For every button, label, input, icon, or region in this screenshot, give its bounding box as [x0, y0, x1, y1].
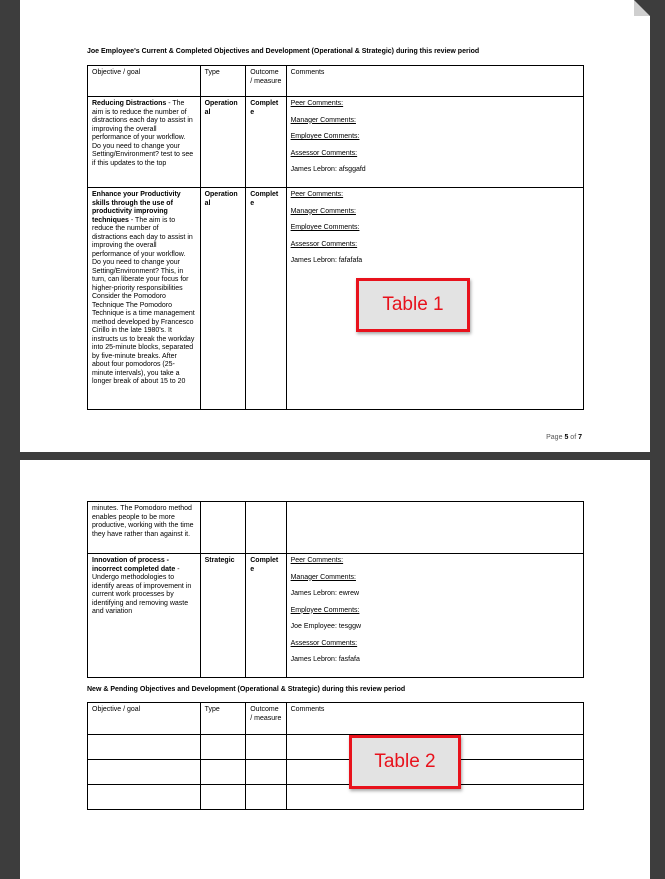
objective-title: Reducing Distractions — [92, 100, 167, 107]
employee-comments-label: Employee Comments: — [290, 224, 360, 231]
type-cell: Operational — [200, 97, 246, 188]
manager-comments-label: Manager Comments: — [290, 573, 356, 581]
peer-comments-label: Peer Comments: — [290, 557, 344, 564]
table-2-annotation: Table 2 — [349, 735, 461, 789]
type-cell: Strategic — [200, 554, 246, 678]
header-type: Type — [200, 703, 246, 735]
assessor-comments-label: Assessor Comments: — [290, 149, 358, 157]
header-objective: Objective / goal — [88, 66, 201, 97]
assessor-comment-value: James Lebron: afsggafd — [290, 166, 366, 173]
header-outcome: Outcome / measure — [246, 703, 286, 735]
comments-cell — [286, 502, 583, 554]
table-row — [88, 760, 584, 785]
comments-cell — [286, 554, 583, 678]
header-outcome: Outcome / measure — [246, 66, 286, 97]
current-objectives-table — [87, 65, 584, 410]
objective-body: - The aim is to reduce the number of distractions each day to assist in improving the overall performance of your workflow. Do you need to change your Setting/Environment? This, in turn, can liberate your focus for higher-priority responsibilities Consider the Pomodoro Technique The Pomodoro Technique is a time management method developed by Francesco Cirillo in the late 1980's. It instructs us to break the workday into 25-minute blocks, separated by five-minute breaks. After about four pomodoros (25-minute intervals), you take a longer break of about 15 to 20 — [92, 216, 195, 385]
empty-cell[interactable] — [200, 735, 246, 760]
table-row — [88, 735, 584, 760]
outcome-cell — [246, 502, 286, 554]
manager-comments-label: Manager Comments: — [290, 116, 356, 124]
table-row — [88, 188, 584, 410]
peer-comments-label: Peer Comments: — [290, 100, 344, 107]
outcome-cell: Complete — [246, 97, 286, 188]
table-row — [88, 502, 584, 554]
document-page-5 — [20, 0, 650, 452]
type-cell: Operational — [200, 188, 246, 410]
table-header-row — [88, 703, 584, 735]
table-header-row — [88, 66, 584, 97]
objective-title: Innovation of process - incorrect completed date — [92, 557, 176, 573]
empty-cell[interactable] — [88, 760, 201, 785]
employee-comments-label: Employee Comments: — [290, 606, 360, 614]
outcome-cell: Complete — [246, 554, 286, 678]
empty-cell[interactable] — [88, 735, 201, 760]
objective-body: - Undergo methodologies to identify areas of improvement in current work processes by identifying and removing waste and variation — [92, 565, 192, 615]
objective-title: Enhance your Productivity skills through the use of productivity improving techniques — [92, 191, 181, 224]
current-objectives-title: Joe Employee's Current & Completed Objectives and Development (Operational & Strategic) during this review period — [87, 48, 480, 55]
current-objectives-table-continued — [87, 501, 584, 678]
new-objectives-table — [87, 702, 584, 810]
objective-cell — [88, 554, 201, 678]
manager-comments-label: Manager Comments: — [290, 207, 356, 215]
empty-cell[interactable] — [88, 785, 201, 810]
page-total: 7 — [578, 434, 582, 441]
empty-cell[interactable] — [246, 785, 286, 810]
manager-comment-value: James Lebron: ewrew — [290, 590, 360, 597]
assessor-comment-value: James Lebron: fasfafa — [290, 656, 360, 663]
peer-comments-label: Peer Comments: — [290, 191, 344, 198]
assessor-comment-value: James Lebron: fafafafa — [290, 257, 363, 264]
table-row — [88, 785, 584, 810]
empty-cell[interactable] — [200, 785, 246, 810]
header-type: Type — [200, 66, 246, 97]
new-objectives-title: New & Pending Objectives and Development (Operational & Strategic) during this review period — [87, 686, 406, 693]
page-of: of — [570, 434, 577, 441]
outcome-cell: Complete — [246, 188, 286, 410]
table-row — [88, 554, 584, 678]
assessor-comments-label: Assessor Comments: — [290, 639, 358, 647]
page-current: 5 — [564, 434, 569, 441]
table-row — [88, 97, 584, 188]
page-fold-corner — [634, 0, 650, 16]
header-objective: Objective / goal — [88, 703, 201, 735]
page-number — [546, 434, 582, 441]
header-comments: Comments — [286, 703, 583, 735]
objective-body: - The aim is to reduce the number of distractions each day to assist in improving the overall performance of your workflow. Do you need to change your Setting/Environment? test to see if this updates to the top — [92, 100, 194, 167]
employee-comments-label: Employee Comments: — [290, 133, 360, 140]
header-comments: Comments — [286, 66, 583, 97]
objective-cell — [88, 188, 201, 410]
objective-cell-continued: minutes. The Pomodoro method enables people to be more productive, working with the time they have rather than against it. — [88, 502, 201, 554]
type-cell — [200, 502, 246, 554]
assessor-comments-label: Assessor Comments: — [290, 240, 358, 248]
table-1-annotation: Table 1 — [356, 278, 470, 332]
document-page-6 — [20, 460, 650, 879]
empty-cell[interactable] — [200, 760, 246, 785]
page-label: Page — [546, 434, 563, 441]
objective-cell — [88, 97, 201, 188]
empty-cell[interactable] — [246, 735, 286, 760]
empty-cell[interactable] — [246, 760, 286, 785]
employee-comment-value: Joe Employee: tesggw — [290, 623, 362, 630]
comments-cell — [286, 97, 583, 188]
